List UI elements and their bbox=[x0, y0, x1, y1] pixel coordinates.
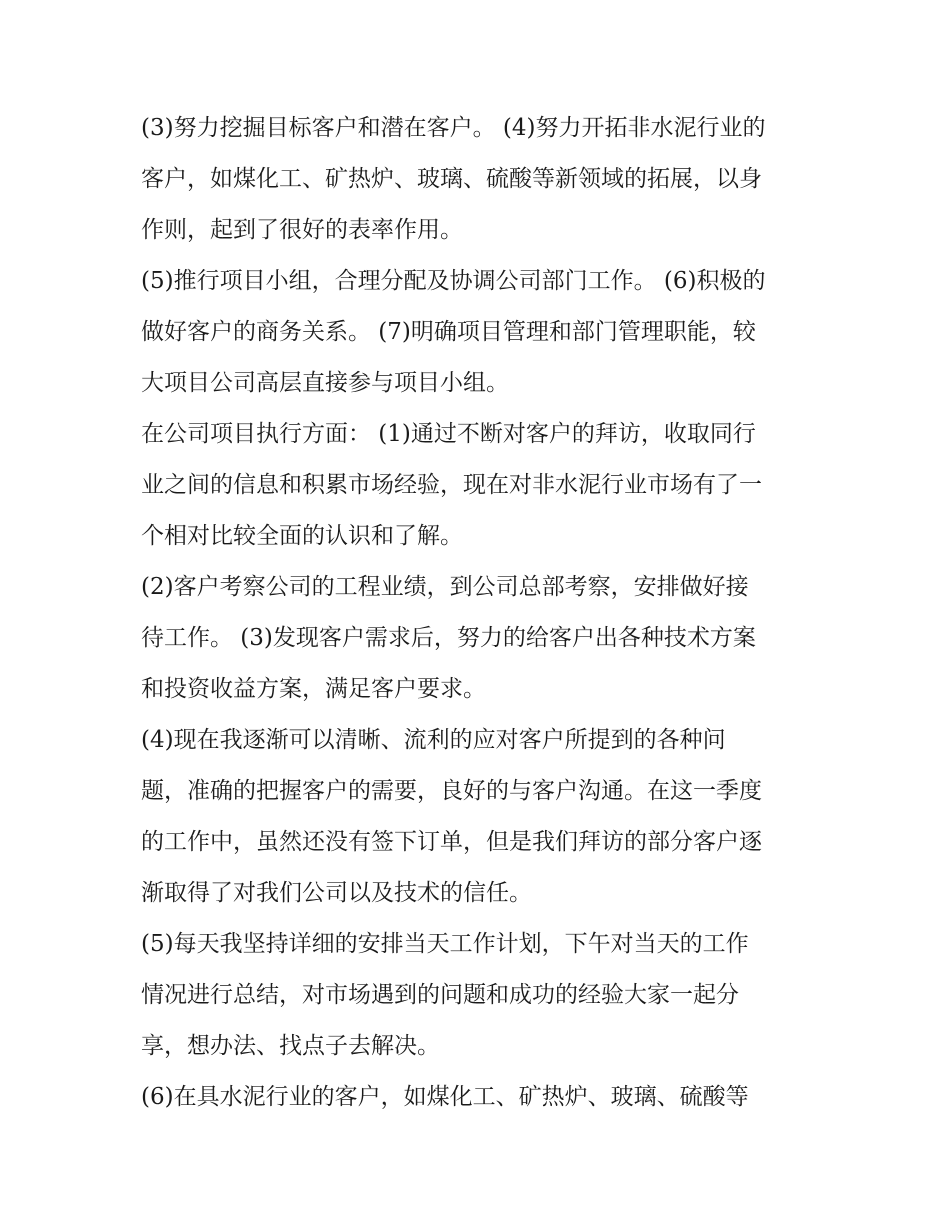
paragraph bbox=[141, 409, 821, 562]
paragraph bbox=[141, 919, 821, 1072]
paragraph bbox=[141, 562, 821, 715]
text-line: 题，准确的把握客户的需要，良好的与客户沟通。在这一季度 bbox=[141, 778, 762, 804]
text-line: 做好客户的商务关系。 (7)明确项目管理和部门管理职能，较 bbox=[141, 319, 756, 345]
text-line: (4)现在我逐渐可以清晰、流利的应对客户所提到的各种问 bbox=[141, 727, 726, 753]
text-line: 业之间的信息和积累市场经验，现在对非水泥行业市场有了一 bbox=[141, 472, 762, 498]
text-line: 渐取得了对我们公司以及技术的信任。 bbox=[141, 880, 532, 906]
text-line: 的工作中，虽然还没有签下订单，但是我们拜访的部分客户逐 bbox=[141, 829, 762, 855]
paragraph bbox=[141, 103, 821, 256]
text-line: 在公司项目执行方面： (1)通过不断对客户的拜访，收取同行 bbox=[141, 421, 756, 447]
text-line: (5)每天我坚持详细的安排当天工作计划，下午对当天的工作 bbox=[141, 931, 749, 957]
text-line: 享，想办法、找点子去解决。 bbox=[141, 1033, 440, 1059]
paragraph bbox=[141, 1072, 821, 1123]
text-line: 和投资收益方案，满足客户要求。 bbox=[141, 676, 486, 702]
text-line: 个相对比较全面的认识和了解。 bbox=[141, 523, 463, 549]
text-line: 情况进行总结，对市场遇到的问题和成功的经验大家一起分 bbox=[141, 982, 739, 1008]
text-line: (5)推行项目小组，合理分配及协调公司部门工作。 (6)积极的 bbox=[141, 268, 766, 294]
text-line: 客户，如煤化工、矿热炉、玻璃、硫酸等新领域的拓展，以身 bbox=[141, 166, 762, 192]
text-line: (3)努力挖掘目标客户和潜在客户。 (4)努力开拓非水泥行业的 bbox=[141, 115, 766, 141]
text-line: 作则，起到了很好的表率作用。 bbox=[141, 217, 463, 243]
paragraph bbox=[141, 256, 821, 409]
text-line: (6)在具水泥行业的客户，如煤化工、矿热炉、玻璃、硫酸等 bbox=[141, 1084, 749, 1110]
paragraph bbox=[141, 715, 821, 919]
text-line: 待工作。 (3)发现客户需求后，努力的给客户出各种技术方案 bbox=[141, 625, 756, 651]
text-line: (2)客户考察公司的工程业绩，到公司总部考察，安排做好接 bbox=[141, 574, 749, 600]
text-line: 大项目公司高层直接参与项目小组。 bbox=[141, 370, 509, 396]
document-body bbox=[141, 103, 821, 1123]
